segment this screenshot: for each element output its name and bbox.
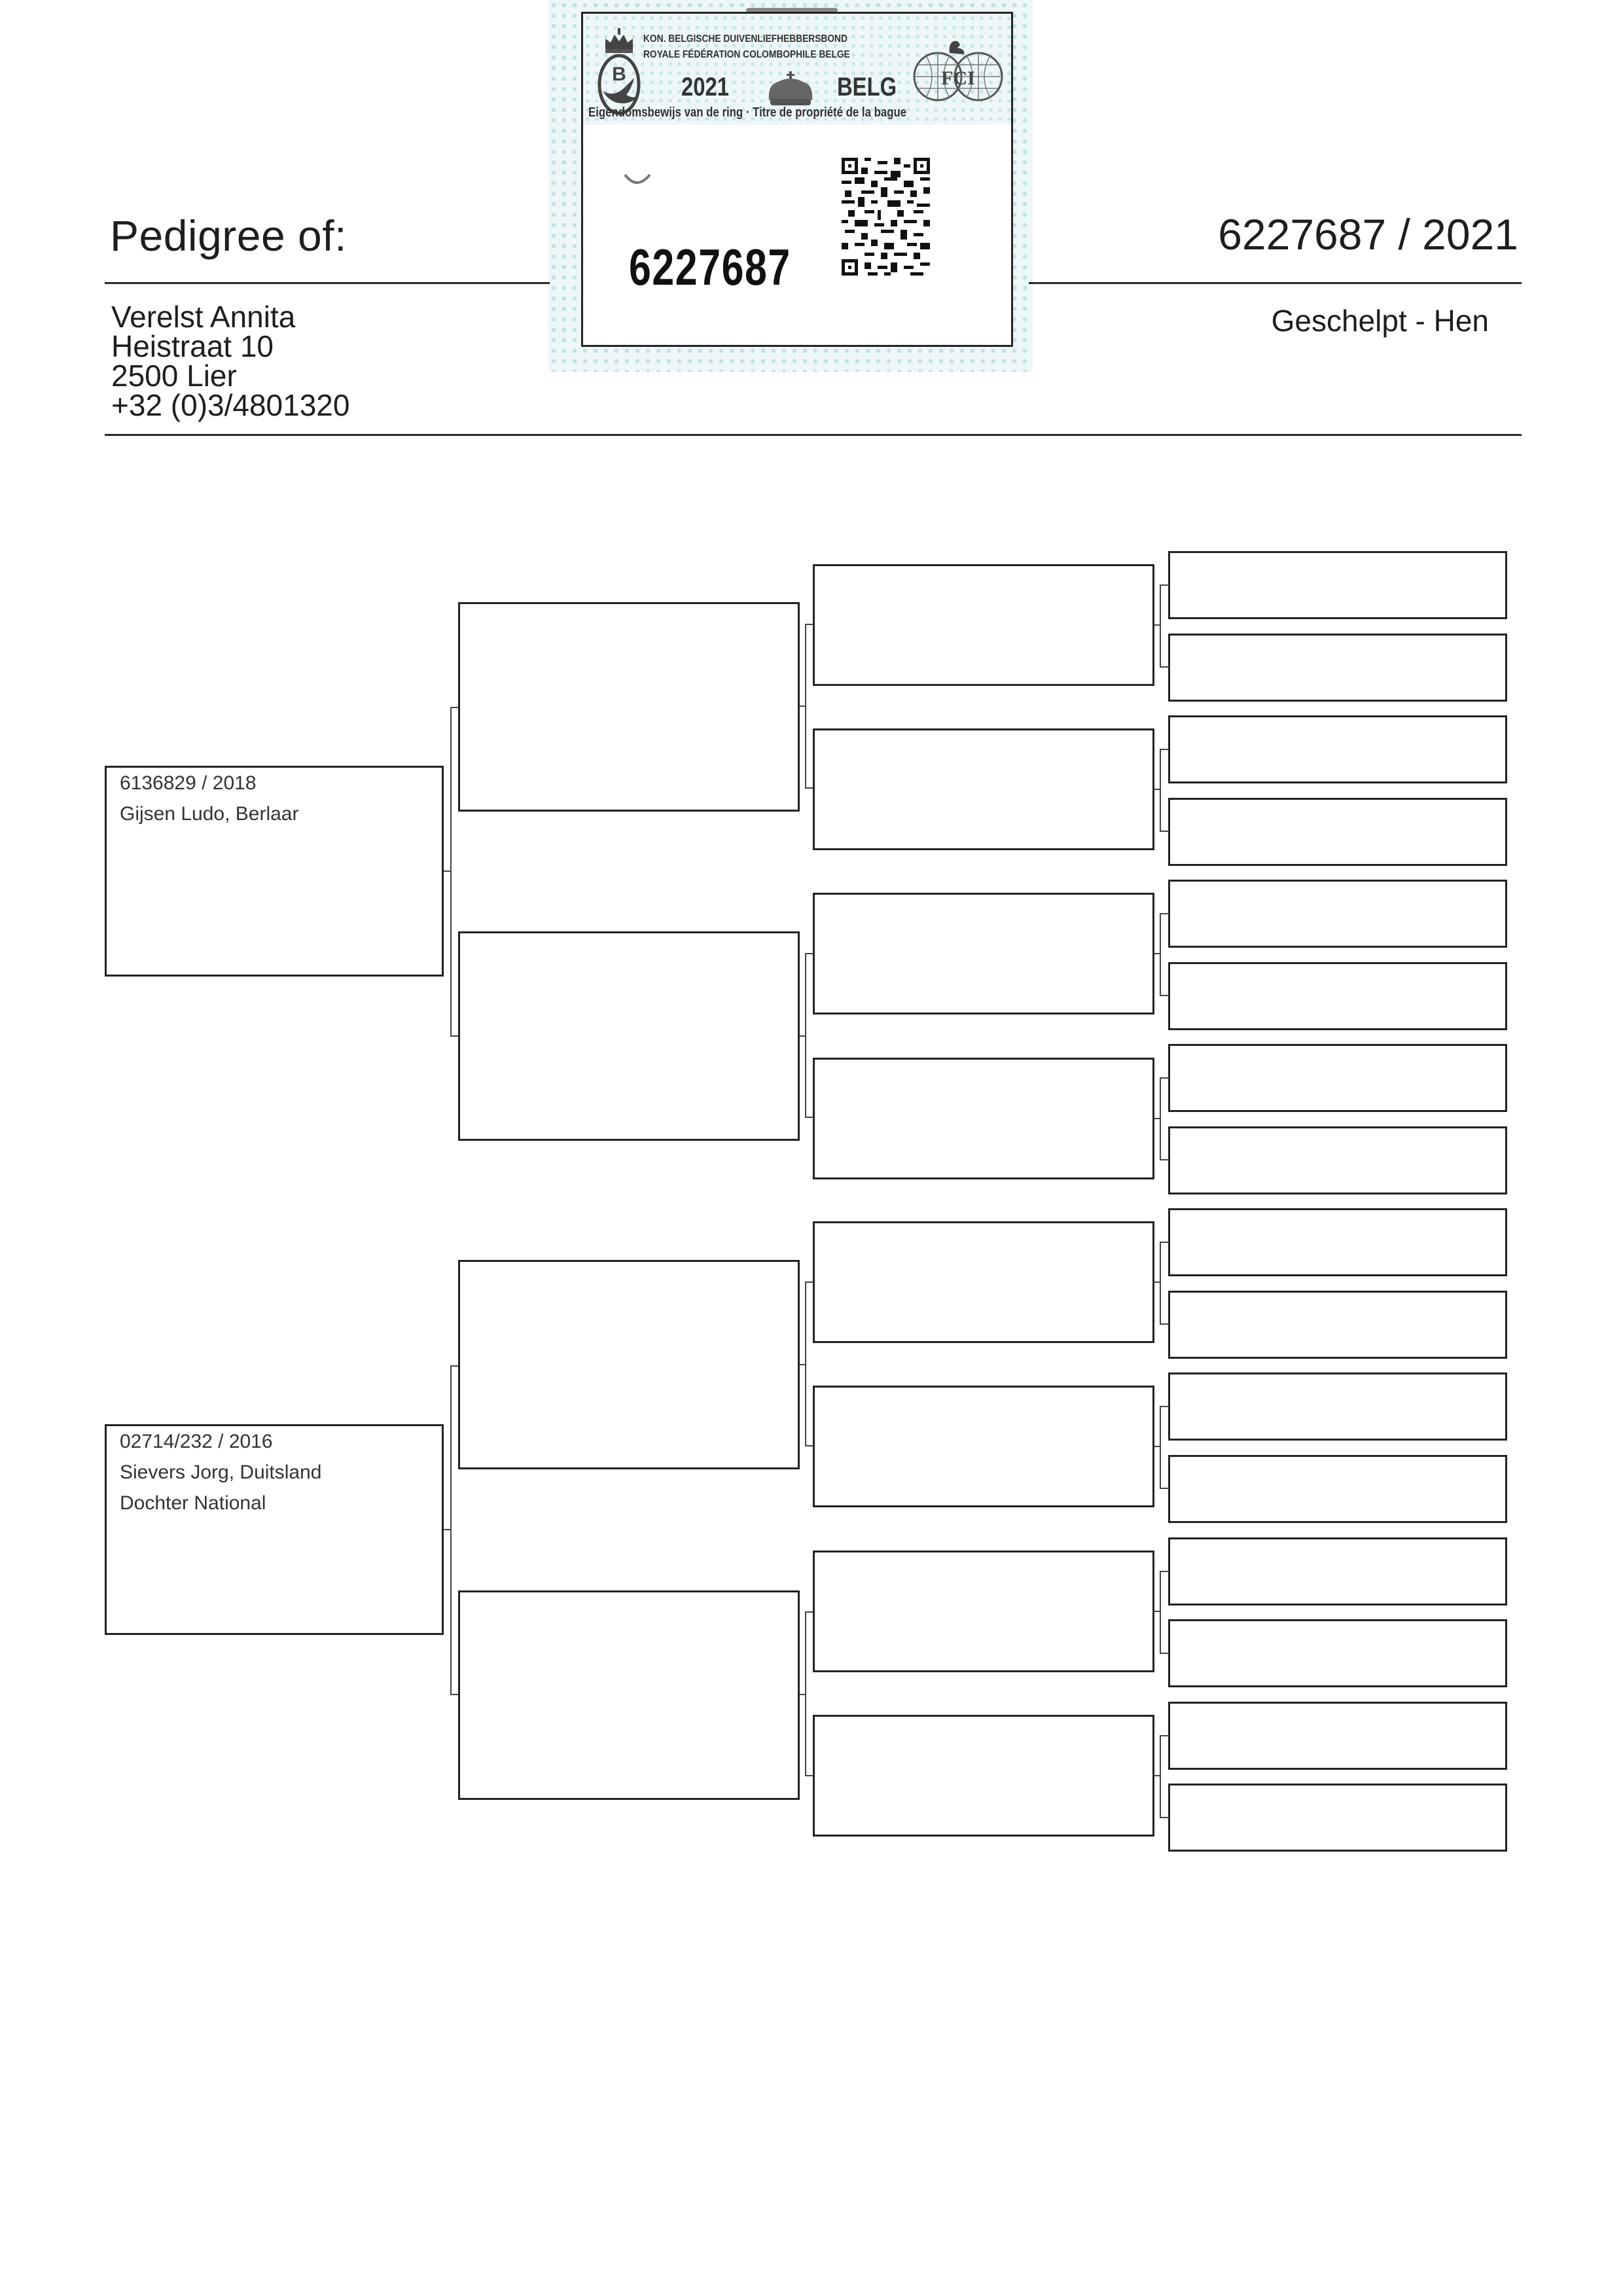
great-great-grandparent-box[interactable]	[1168, 1372, 1507, 1441]
great-great-grandparent-box[interactable]	[1168, 1702, 1507, 1770]
great-grandparent-box[interactable]	[813, 1221, 1154, 1343]
ring-year: 2021	[681, 73, 729, 101]
sire-box[interactable]	[105, 766, 444, 977]
ring-tag-subtitle: Eigendomsbewijs van de ring · Titre de propriété de la bague	[588, 105, 907, 120]
great-grandparent-box[interactable]	[813, 1551, 1154, 1672]
grandparent-box[interactable]	[458, 602, 800, 812]
header-divider-left	[105, 282, 550, 284]
great-great-grandparent-box[interactable]	[1168, 880, 1507, 948]
owner-street: Heistraat 10	[111, 329, 274, 363]
fci-globe-pigeon-logo-icon	[909, 37, 1007, 103]
dam-note: Dochter National	[120, 1492, 266, 1514]
punch-hole-mark-icon	[622, 171, 652, 190]
color-and-sex: Geschelpt - Hen	[1271, 304, 1489, 338]
grandparent-box[interactable]	[458, 1260, 800, 1469]
federation-name-fr: ROYALE FÉDÉRATION COLOMBOPHILE BELGE	[643, 49, 850, 60]
great-grandparent-box[interactable]	[813, 564, 1154, 686]
great-great-grandparent-box[interactable]	[1168, 715, 1507, 783]
great-grandparent-box[interactable]	[813, 893, 1154, 1014]
owner-name: Verelst Annita	[111, 300, 296, 334]
great-great-grandparent-box[interactable]	[1168, 1291, 1507, 1359]
great-great-grandparent-box[interactable]	[1168, 1455, 1507, 1523]
federation-name-nl: KON. BELGISCHE DUIVENLIEFHEBBERSBOND	[643, 33, 847, 45]
dam-ring: 02714/232 / 2016	[120, 1431, 273, 1452]
great-grandparent-box[interactable]	[813, 1715, 1154, 1837]
owner-phone: +32 (0)3/4801320	[111, 388, 350, 422]
header-divider-right	[1029, 282, 1522, 284]
crown-icon	[765, 71, 816, 108]
great-great-grandparent-box[interactable]	[1168, 1044, 1507, 1112]
great-great-grandparent-box[interactable]	[1168, 1537, 1507, 1605]
sire-ring: 6136829 / 2018	[120, 772, 257, 794]
sire-breeder: Gijsen Ludo, Berlaar	[120, 803, 299, 825]
ring-ownership-tag	[581, 12, 1013, 347]
owner-info	[111, 302, 349, 420]
great-grandparent-box[interactable]	[813, 1386, 1154, 1507]
great-great-grandparent-box[interactable]	[1168, 1784, 1507, 1852]
pigeon-ring-number: 6227687 / 2021	[1218, 210, 1518, 259]
header-divider-bottom	[105, 434, 1522, 436]
ring-country: BELG	[837, 73, 897, 101]
grandparent-box[interactable]	[458, 1590, 800, 1800]
dam-breeder: Sievers Jorg, Duitsland	[120, 1462, 322, 1483]
dam-box[interactable]	[105, 1424, 444, 1635]
great-grandparent-box[interactable]	[813, 1058, 1154, 1179]
great-great-grandparent-box[interactable]	[1168, 798, 1507, 866]
great-great-grandparent-box[interactable]	[1168, 634, 1507, 702]
kbdb-crown-b-logo-icon	[597, 26, 641, 117]
svg-text:FCI: FCI	[941, 67, 975, 89]
great-grandparent-box[interactable]	[813, 728, 1154, 850]
great-great-grandparent-box[interactable]	[1168, 1126, 1507, 1194]
great-great-grandparent-box[interactable]	[1168, 962, 1507, 1030]
owner-city: 2500 Lier	[111, 359, 237, 393]
great-great-grandparent-box[interactable]	[1168, 1619, 1507, 1687]
ring-tag-number: 6227687	[629, 238, 791, 296]
great-great-grandparent-box[interactable]	[1168, 551, 1507, 619]
qr-code-icon	[842, 158, 930, 276]
page-title: Pedigree of:	[110, 211, 347, 260]
grandparent-box[interactable]	[458, 931, 800, 1141]
svg-text:B: B	[612, 63, 626, 85]
great-great-grandparent-box[interactable]	[1168, 1208, 1507, 1276]
